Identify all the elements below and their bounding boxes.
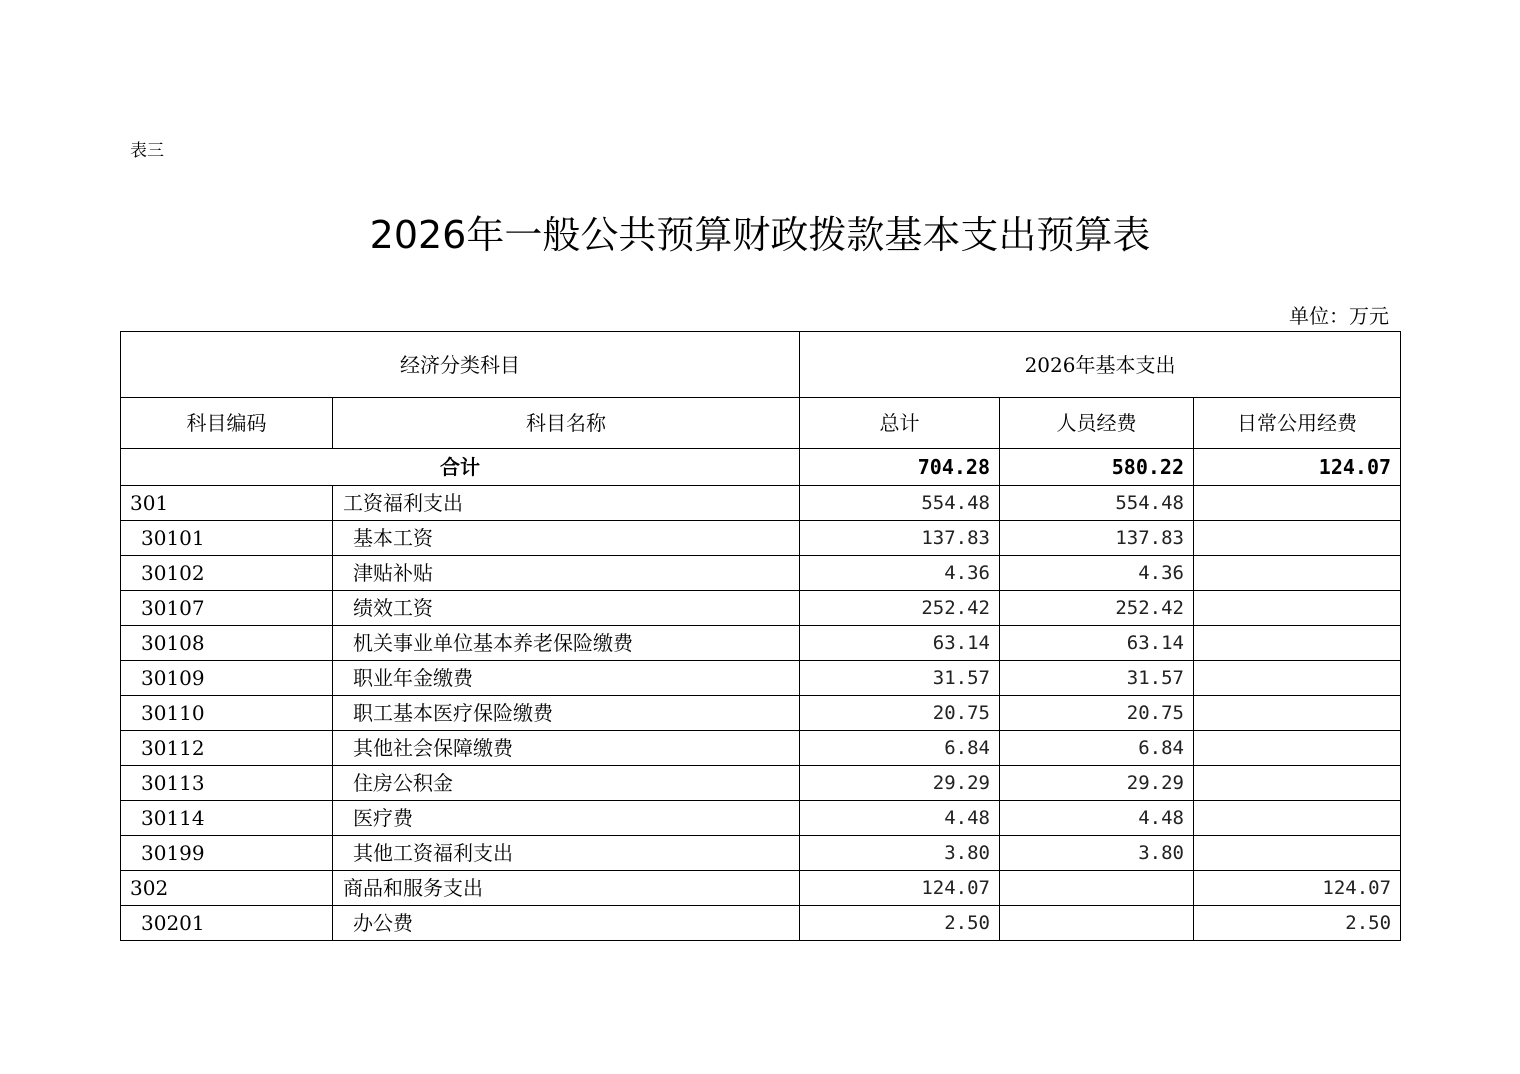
row-total: 20.75	[800, 696, 1000, 731]
row-name: 其他工资福利支出	[333, 836, 800, 871]
column-header-row	[121, 398, 1401, 449]
table-row	[121, 836, 1401, 871]
row-personnel	[1000, 906, 1194, 941]
table-row	[121, 556, 1401, 591]
table-row	[121, 661, 1401, 696]
row-name: 工资福利支出	[333, 486, 800, 521]
row-name: 其他社会保障缴费	[333, 731, 800, 766]
group-header-row	[121, 332, 1401, 398]
row-total: 2.50	[800, 906, 1000, 941]
row-code: 30108	[121, 626, 333, 661]
row-name: 职业年金缴费	[333, 661, 800, 696]
header-basic-expenditure: 2026年基本支出	[800, 332, 1401, 398]
row-name: 基本工资	[333, 521, 800, 556]
row-personnel	[1000, 871, 1194, 906]
table-row	[121, 521, 1401, 556]
row-total: 252.42	[800, 591, 1000, 626]
row-personnel: 137.83	[1000, 521, 1194, 556]
row-code: 30101	[121, 521, 333, 556]
row-public	[1194, 766, 1401, 801]
row-code: 301	[121, 486, 333, 521]
row-public	[1194, 626, 1401, 661]
row-code: 30102	[121, 556, 333, 591]
row-personnel: 252.42	[1000, 591, 1194, 626]
row-total: 3.80	[800, 836, 1000, 871]
row-total: 29.29	[800, 766, 1000, 801]
row-public	[1194, 696, 1401, 731]
total-row	[121, 449, 1401, 486]
row-public	[1194, 591, 1401, 626]
unit-label: 单位：万元	[1289, 304, 1389, 328]
row-public: 124.07	[1194, 871, 1401, 906]
row-code: 30201	[121, 906, 333, 941]
total-public: 124.07	[1194, 449, 1401, 486]
row-personnel: 3.80	[1000, 836, 1194, 871]
row-total: 137.83	[800, 521, 1000, 556]
row-personnel: 554.48	[1000, 486, 1194, 521]
row-code: 30112	[121, 731, 333, 766]
row-code: 30110	[121, 696, 333, 731]
row-public	[1194, 731, 1401, 766]
table-row	[121, 766, 1401, 801]
row-public	[1194, 836, 1401, 871]
table-row	[121, 626, 1401, 661]
table-number: 表三	[130, 141, 164, 161]
row-name: 绩效工资	[333, 591, 800, 626]
row-name: 机关事业单位基本养老保险缴费	[333, 626, 800, 661]
row-name: 办公费	[333, 906, 800, 941]
row-total: 4.48	[800, 801, 1000, 836]
row-personnel: 6.84	[1000, 731, 1194, 766]
row-total: 31.57	[800, 661, 1000, 696]
table-row	[121, 906, 1401, 941]
row-personnel: 29.29	[1000, 766, 1194, 801]
row-personnel: 4.36	[1000, 556, 1194, 591]
header-personnel: 人员经费	[1000, 398, 1194, 449]
row-total: 124.07	[800, 871, 1000, 906]
table-row	[121, 871, 1401, 906]
header-economic-category: 经济分类科目	[121, 332, 800, 398]
row-personnel: 31.57	[1000, 661, 1194, 696]
row-personnel: 20.75	[1000, 696, 1194, 731]
row-personnel: 4.48	[1000, 801, 1194, 836]
total-label: 合计	[121, 449, 800, 486]
row-code: 30109	[121, 661, 333, 696]
table-row	[121, 801, 1401, 836]
header-total: 总计	[800, 398, 1000, 449]
row-public	[1194, 521, 1401, 556]
row-total: 6.84	[800, 731, 1000, 766]
total-total: 704.28	[800, 449, 1000, 486]
row-name: 职工基本医疗保险缴费	[333, 696, 800, 731]
row-name: 津贴补贴	[333, 556, 800, 591]
row-code: 30199	[121, 836, 333, 871]
row-total: 554.48	[800, 486, 1000, 521]
row-name: 住房公积金	[333, 766, 800, 801]
row-name: 商品和服务支出	[333, 871, 800, 906]
table-row	[121, 591, 1401, 626]
table-row	[121, 731, 1401, 766]
row-personnel: 63.14	[1000, 626, 1194, 661]
total-personnel: 580.22	[1000, 449, 1194, 486]
header-public: 日常公用经费	[1194, 398, 1401, 449]
budget-table	[120, 331, 1401, 941]
row-code: 30114	[121, 801, 333, 836]
row-public	[1194, 556, 1401, 591]
page-title: 2026年一般公共预算财政拨款基本支出预算表	[369, 213, 1151, 257]
row-code: 30107	[121, 591, 333, 626]
row-total: 4.36	[800, 556, 1000, 591]
row-name: 医疗费	[333, 801, 800, 836]
row-public	[1194, 661, 1401, 696]
table-row	[121, 486, 1401, 521]
table-row	[121, 696, 1401, 731]
row-public	[1194, 801, 1401, 836]
header-name: 科目名称	[333, 398, 800, 449]
row-code: 302	[121, 871, 333, 906]
row-code: 30113	[121, 766, 333, 801]
row-public	[1194, 486, 1401, 521]
row-public: 2.50	[1194, 906, 1401, 941]
row-total: 63.14	[800, 626, 1000, 661]
header-code: 科目编码	[121, 398, 333, 449]
